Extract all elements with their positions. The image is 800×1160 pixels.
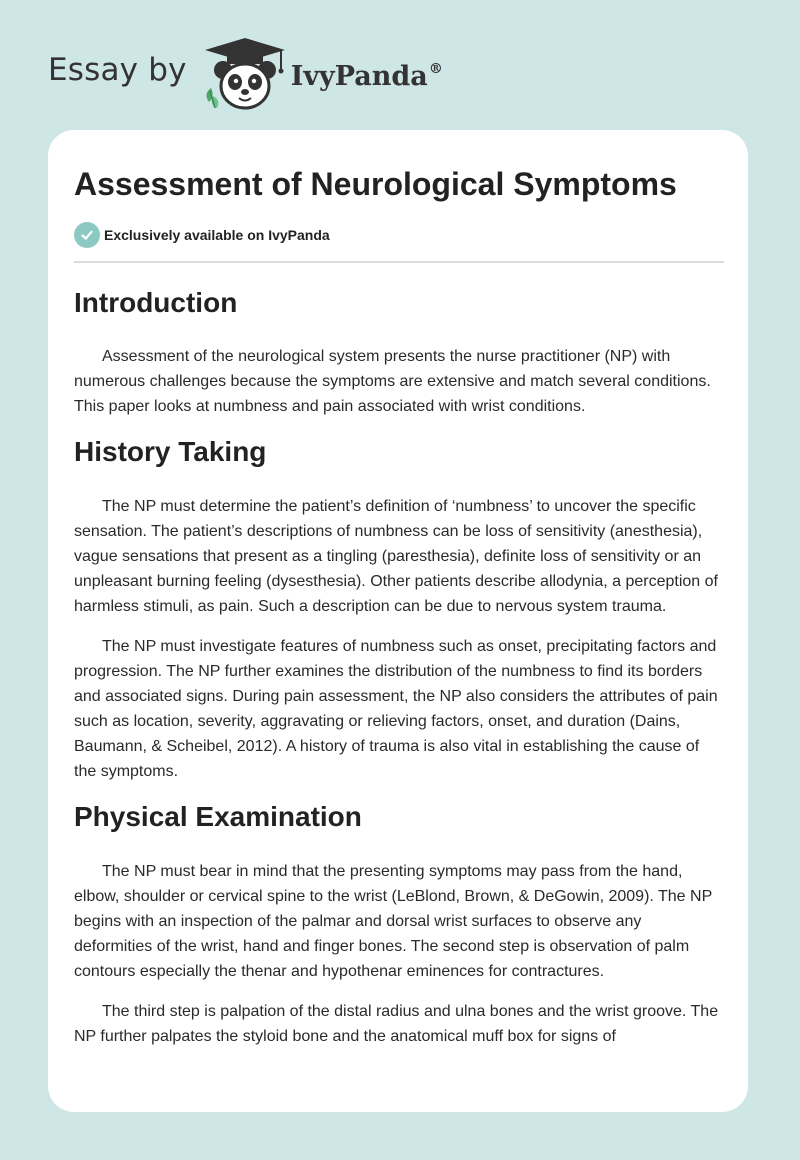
divider <box>74 261 724 263</box>
registered-mark: ® <box>428 60 443 77</box>
paragraph: The NP must determine the patient’s definition of ‘numbness’ to uncover the specific sensation. The patient’s descriptions of numbness can be loss of sensitivity (anesthesia), vague sensations that present as a tingling (paresthesia), definite loss of sensitivity or an unpleasant burning feeling (dysesthesia). Other patients describe allodynia, a perception of harmless stimuli, as pain. Such a description can be due to nervous system trauma. <box>74 498 718 615</box>
brand-name: IvyPanda® <box>290 60 443 92</box>
paragraph: The NP must bear in mind that the presenting symptoms may pass from the hand, elbow, shoulder or cervical spine to the wrist (LeBlond, Brown, & DeGowin, 2009). The NP begins with an inspection of the palmar and dorsal wrist surfaces to observe any deformities of the wrist, hand and finger bones. The second step is observation of palm contours especially the thenar and hypothenar eminences for contractures. <box>74 863 712 980</box>
essay-card <box>48 130 748 1112</box>
paragraph: Assessment of the neurological system presents the nurse practitioner (NP) with numerous challenges because the symptoms are extensive and match several conditions. This paper looks at numbness and pain associated with wrist conditions. <box>74 348 711 415</box>
section-heading-physical-examination: Physical Examination <box>74 801 362 832</box>
exclusive-badge-label: Exclusively available on IvyPanda <box>104 227 330 243</box>
paragraph: The third step is palpation of the distal radius and ulna bones and the wrist groove. The NP further palpates the styloid bone and the anatomical muff box for signs of <box>74 1003 719 1045</box>
check-icon <box>74 222 100 248</box>
brand-prefix: Essay by <box>48 52 187 88</box>
essay-content <box>74 164 724 1049</box>
section-heading-history-taking: History Taking <box>74 436 267 467</box>
section-heading-introduction: Introduction <box>74 287 238 318</box>
panda-logo-icon <box>201 36 291 112</box>
paragraph: The NP must investigate features of numbness such as onset, precipitating factors and progression. The NP further examines the distribution of the numbness to find its borders and associated signs. During pain assessment, the NP also considers the attributes of pain such as location, severity, aggravating or relieving factors, onset, and duration (Dains, Baumann, & Scheibel, 2012). A history of trauma is also vital in establishing the cause of the symptoms. <box>74 638 718 780</box>
site-header-brand[interactable] <box>48 36 443 112</box>
page-title: Assessment of Neurological Symptoms <box>74 166 677 202</box>
exclusive-badge <box>74 222 724 248</box>
